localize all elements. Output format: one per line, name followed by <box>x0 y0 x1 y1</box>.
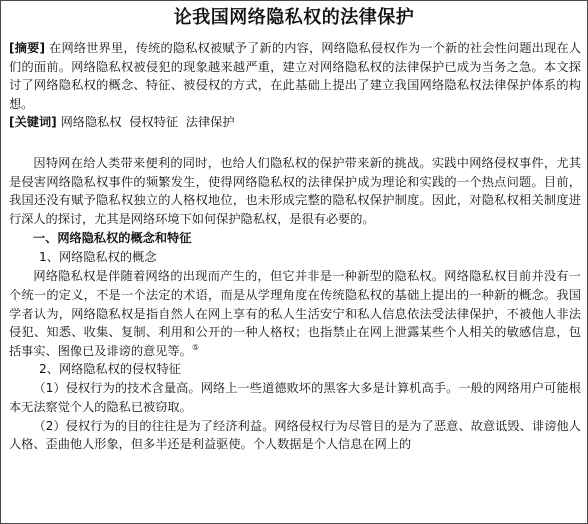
keywords-text: 网络隐私权 侵权特征 法律保护 <box>60 115 235 130</box>
concept-paragraph <box>1 267 587 360</box>
document-title: 论我国网络隐私权的法律保护 <box>173 7 415 28</box>
concept-text: 网络隐私权是伴随着网络的出现而产生的，但它并非是一种新型的隐私权。网络隐私权目前并没有一个统一的定义，不是一个法定的术语，而是从学理角度在传统隐私权的基础上提出的一种新的概念。我国学者认为，网络隐私权是指自然人在网上享有的私人生活安宁和私人信息依法受法律保护，不被他人非法侵犯、知悉、收集、复制、利用和公开的一种人格权；也指禁止在网上泄露某些个人相关的敏感信息，包括事实、图像已及诽谤的意见等。 <box>9 269 581 358</box>
feature-item-2: （2）侵权行为的目的往往是为了经济利益。网络侵权行为尽管目的是为了恶意、故意诋毁、诽谤他人人格、歪曲他人形象，但多半还是利益驱使。个人数据是个人信息在网上的 <box>9 418 581 452</box>
document-page <box>1 1 587 454</box>
keywords-paragraph <box>1 113 587 132</box>
keywords-label: [关键词] <box>9 115 57 130</box>
abstract-label: [摘要] <box>9 41 46 55</box>
abstract-paragraph <box>1 39 587 113</box>
section-heading: 一、网络隐私权的概念和特征 <box>33 231 192 246</box>
subsection-heading-concept: 1、网络隐私权的概念 <box>39 250 157 265</box>
feature-item-1: （1）侵权行为的技术含量高。网络上一些道德败坏的黑客大多是计算机高手。一般的网络用户可能根本无法察觉个人的隐私已被窃取。 <box>9 381 581 414</box>
subsection-heading-features: 2、网络隐私权的侵权特征 <box>39 362 181 377</box>
footnote-marker[interactable]: ⑤ <box>191 342 199 352</box>
intro-paragraph: 因特网在给人类带来便利的同时，也给人们隐私权的保护带来新的挑战。实践中网络侵权事件，尤其是侵害网络隐私权事件的频繁发生，使得网络隐私权的法律保护成为理论和实践的一个热点问题。目前，我国还没有赋予隐私权独立的人格权地位，也未形成完整的隐私权保护制度。因此，对隐私权相关制度进行深人的探讨，尤其是网络环境下如何保护隐私权，是很有必要的。 <box>9 155 581 226</box>
abstract-text: 在网络世界里，传统的隐私权被赋予了新的内容，网络隐私侵权作为一个新的社会性问题出现在人们的面前。网络隐私权被侵犯的现象越来越严重，建立对网络隐私权的法律保护已成为当务之急。本文探讨了网络隐私权的概念、特征、被侵权的方式，在此基础上提出了建立我国网络隐私权法律保护体系的构想。 <box>9 41 582 111</box>
